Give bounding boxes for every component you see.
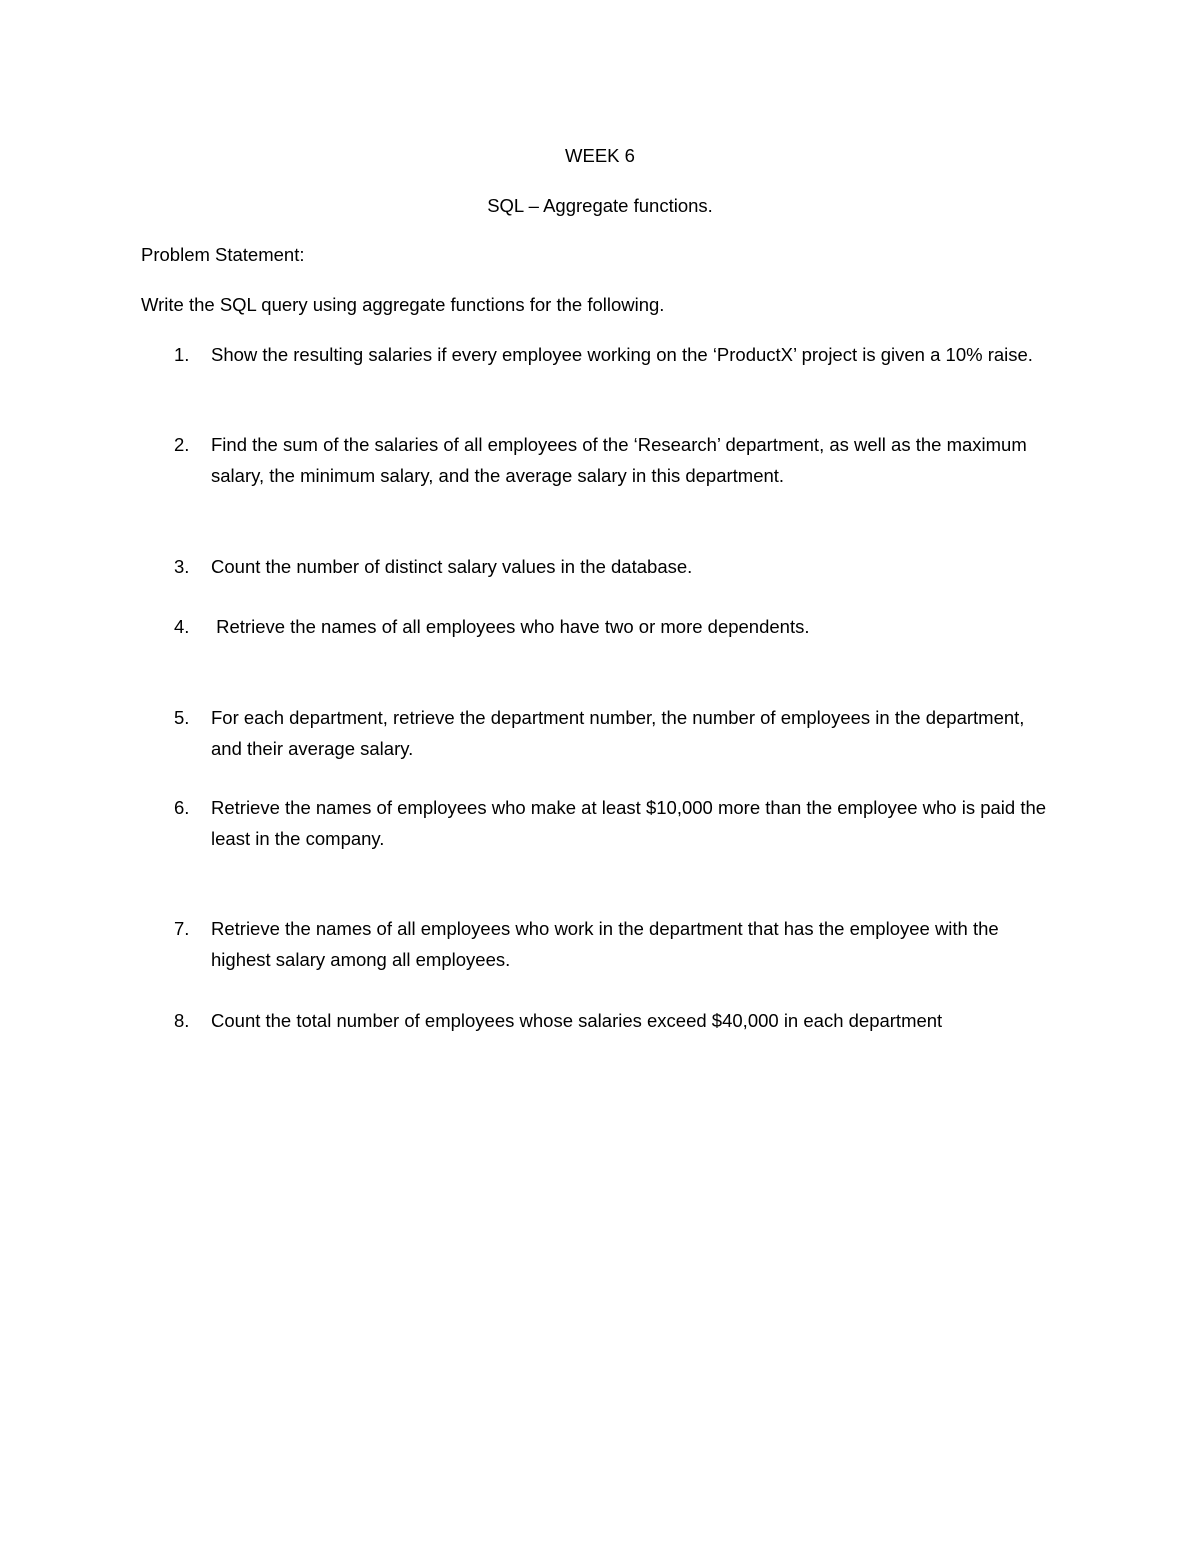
list-item-text: Count the total number of employees whose salaries exceed $40,000 in each department xyxy=(211,1010,943,1031)
list-item-text: Show the resulting salaries if every employee working on the ‘ProductX’ project is given a 10% raise. xyxy=(211,344,1033,365)
instruction-text: Write the SQL query using aggregate functions for the following. xyxy=(141,294,665,315)
list-item-number: 4. xyxy=(174,616,190,637)
page-title: SQL – Aggregate functions. xyxy=(487,195,713,216)
list-item-text: Find the sum of the salaries of all employees of the ‘Research’ department, as well as the maximum salary, the minimum salary, and the average salary in this department. xyxy=(211,434,1027,486)
list-item-number: 1. xyxy=(174,344,190,365)
list-item-text: Retrieve the names of employees who make at least $10,000 more than the employee who is paid the least in the company. xyxy=(211,797,1047,849)
list-item-number: 6. xyxy=(174,797,190,818)
list-item-number: 8. xyxy=(174,1010,190,1031)
problem-statement-label: Problem Statement: xyxy=(141,244,305,265)
list-item-text: Retrieve the names of all employees who have two or more dependents. xyxy=(211,616,810,637)
week-heading: WEEK 6 xyxy=(565,145,635,166)
list-item-number: 3. xyxy=(174,556,190,577)
list-item-number: 7. xyxy=(174,918,190,939)
list-item-text: Count the number of distinct salary values in the database. xyxy=(211,556,693,577)
list-item-number: 2. xyxy=(174,434,190,455)
list-item-text: For each department, retrieve the department number, the number of employees in the department, and their average salary. xyxy=(211,707,1025,759)
list-item-number: 5. xyxy=(174,707,190,728)
list-item-text: Retrieve the names of all employees who work in the department that has the employee with the highest salary among all employees. xyxy=(211,918,999,970)
